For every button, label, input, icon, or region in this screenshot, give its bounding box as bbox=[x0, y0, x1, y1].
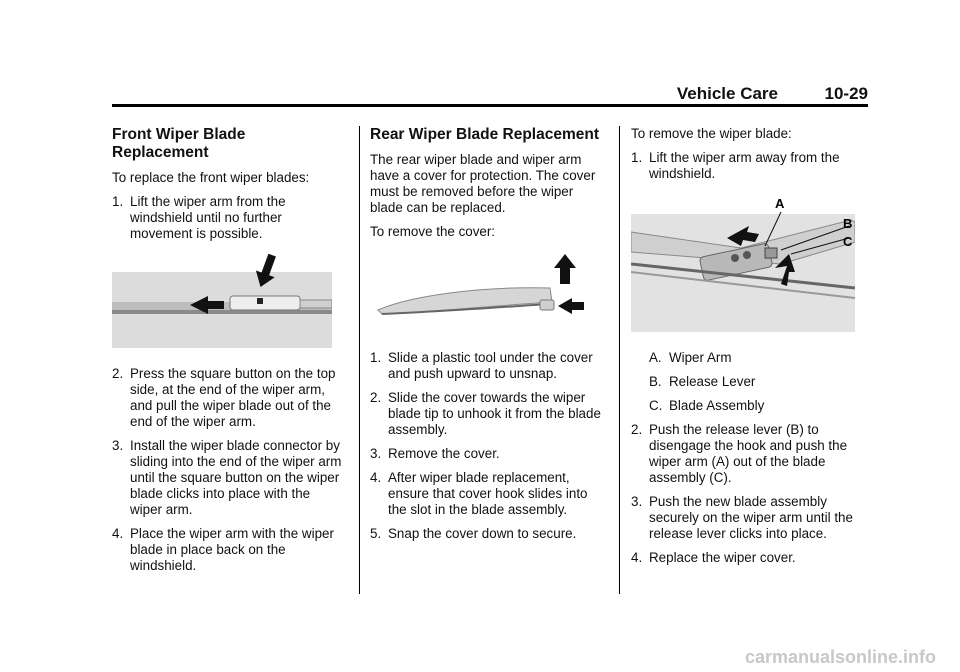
list-item: 2. Push the release lever (B) to disengage the hook and push the wiper arm (A) out of the blade assembly (C). bbox=[631, 422, 848, 485]
release-lever-figure bbox=[631, 192, 867, 336]
front-wiper-heading: Front Wiper Blade Replacement bbox=[112, 126, 246, 161]
callout-a: A bbox=[775, 196, 785, 211]
callout-b: B bbox=[843, 216, 853, 231]
remove-blade-column bbox=[631, 126, 867, 574]
header-rule bbox=[112, 104, 868, 107]
rear-wiper-intro2: To remove the cover: bbox=[370, 224, 496, 239]
list-item: 1. Lift the wiper arm from the windshield until no further movement is possible. bbox=[112, 194, 286, 241]
section-title: Vehicle Care bbox=[676, 84, 778, 103]
page-header bbox=[112, 84, 868, 104]
page-number: 10-29 bbox=[824, 84, 868, 103]
list-item: 2. Slide the cover towards the wiper blade tip to unhook it from the blade assembly. bbox=[370, 390, 601, 437]
remove-blade-intro: To remove the wiper blade: bbox=[631, 126, 792, 141]
column-divider bbox=[359, 126, 360, 594]
list-item: 1. Lift the wiper arm away from the windshield. bbox=[631, 150, 840, 181]
list-item: 4. After wiper blade replacement, ensure that cover hook slides into the slot in the blade assembly. bbox=[370, 470, 588, 517]
legend-item: A. Wiper Arm bbox=[649, 350, 732, 365]
list-item: 3. Remove the cover. bbox=[370, 446, 500, 461]
legend-item: C. Blade Assembly bbox=[649, 398, 765, 413]
list-item: 3. Push the new blade assembly securely on the wiper arm until the release lever clicks into place. bbox=[631, 494, 853, 541]
list-item: 4. Replace the wiper cover. bbox=[631, 550, 796, 565]
rear-wiper-figure bbox=[370, 250, 608, 336]
front-wiper-column bbox=[112, 126, 344, 582]
list-item: 3. Install the wiper blade connector by sliding into the end of the wiper arm until the square button on the wiper blade clicks into place with the wiper arm. bbox=[112, 438, 342, 517]
watermark: carmanualsonline.info bbox=[744, 647, 936, 667]
rear-wiper-heading: Rear Wiper Blade Replacement bbox=[370, 126, 599, 143]
list-item: 1. Slide a plastic tool under the cover and push upward to unsnap. bbox=[370, 350, 593, 381]
list-item: 5. Snap the cover down to secure. bbox=[370, 526, 577, 541]
list-item: 2. Press the square button on the top side, at the end of the wiper arm, and pull the wiper blade out of the end of the wiper arm. bbox=[112, 366, 336, 429]
legend-item: B. Release Lever bbox=[649, 374, 756, 389]
figure-legend bbox=[631, 350, 867, 414]
arrow-left-icon bbox=[558, 298, 584, 314]
front-wiper-intro: To replace the front wiper blades: bbox=[112, 170, 310, 185]
callout-c: C bbox=[843, 234, 853, 249]
column-divider bbox=[619, 126, 620, 594]
front-wiper-figure bbox=[112, 252, 344, 352]
rear-wiper-column bbox=[370, 126, 608, 550]
list-item: 4. Place the wiper arm with the wiper blade in place back on the windshield. bbox=[112, 526, 334, 573]
rear-wiper-intro: The rear wiper blade and wiper arm have a cover for protection. The cover must be removed before the wiper blade can be replaced. bbox=[370, 152, 596, 215]
arrow-up-icon bbox=[554, 254, 576, 284]
